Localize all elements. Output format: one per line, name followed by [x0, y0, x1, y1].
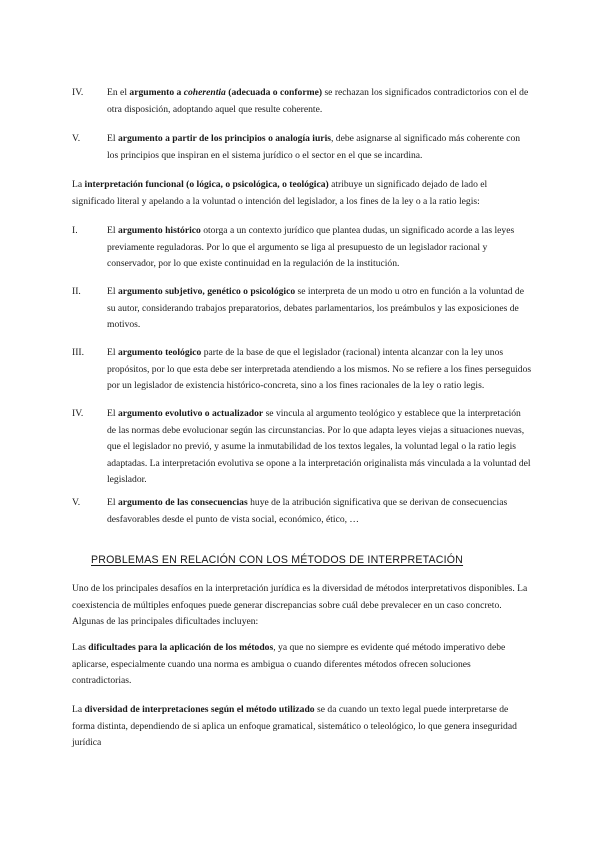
list-item-text: El argumento histórico otorga a un contexto jurídico que plantea dudas, un significado acorde a las leyes previamente reguladoras. Por lo que el argumento se liga al presupuesto de un legislador racional y conservador, por lo que existe continuidad en la regulación de la institución. [107, 225, 515, 269]
list-item [72, 406, 532, 489]
problems-intro-paragraph: Uno de los principales desafíos en la interpretación jurídica es la diversidad de métodos interpretativos disponibles. La coexistencia de múltiples enfoques puede generar discrepancias sobre cuál debe prevalecer en un caso concreto. Algunas de las principales dificultades incluyen: [72, 583, 528, 627]
list-numeral: IV. [72, 87, 84, 98]
list-item-text: El argumento a partir de los principios o analogía iuris, debe asignarse al significado más coherente con los principios que inspiran en el sistema jurídico o el sector en el que se incardina. [107, 133, 521, 161]
list-numeral: I. [72, 225, 78, 236]
list-item [72, 345, 532, 395]
list-item-text: El argumento evolutivo o actualizador se vincula al argumento teológico y establece que la interpretación de las normas debe evolucionar según las circunstancias. Por lo que adapta leyes viejas a situaciones nuevas, que el legislador no previó, y asume la inmutabilidad de los textos legales, la voluntad legal o la ratio legis adaptadas. La interpretación evolutiva se opone a la interpretación originalista más vinculada a la voluntad del legislador. [107, 408, 531, 485]
list-item-text: El argumento subjetivo, genético o psicológico se interpreta de un modo u otro en función a la voluntad de su autor, considerando trabajos preparatorios, debates parlamentarios, los preámbulos y las exposiciones de motivos. [107, 286, 524, 330]
list-item-text: En el argumento a coherentia (adecuada o conforme) se rechazan los significados contradictorios con el de otra disposición, adoptando aquel que resulte coherente. [107, 87, 529, 115]
difficulty-paragraph-methods: Las dificultades para la aplicación de los métodos, ya que no siempre es evidente qué método imperativo debe aplicarse, especialmente cuando una norma es ambigua o cuando diferentes métodos ofrecen soluciones contradictorias. [72, 642, 506, 686]
list-item [72, 131, 532, 164]
list-numeral: V. [72, 133, 81, 144]
list-item [72, 85, 532, 118]
list-numeral: II. [72, 286, 81, 297]
list-numeral: III. [72, 347, 84, 358]
list-item [72, 284, 532, 334]
section-heading: PROBLEMAS EN RELACIÓN CON LOS MÉTODOS DE INTERPRETACIÓN [91, 554, 464, 566]
list-item [72, 223, 532, 273]
list-item-text: El argumento teológico parte de la base de que el legislador (racional) intenta alcanzar con la ley unos propósitos, por lo que esta debe ser interpretada atendiendo a los mismos. No se refiere a los fines perseguidos por un legislador de existencia histórico-concreta, sino a los fines racionales de la ley o ratio legis. [107, 347, 532, 391]
list-item [72, 495, 532, 528]
list-item-text: El argumento de las consecuencias huye de la atribución significativa que se derivan de consecuencias desfavorables desde el punto de vista social, económico, ético, … [107, 497, 508, 525]
list-numeral: V. [72, 497, 81, 508]
list-numeral: IV. [72, 408, 84, 419]
functional-intro-paragraph: La interpretación funcional (o lógica, o psicológica, o teológica) atribuye un significado dejado de lado el significado literal y apelando a la voluntad o intención del legislador, a los fines de la ley o a la ratio legis: [72, 179, 488, 207]
difficulty-paragraph-diversity: La diversidad de interpretaciones según el método utilizado se da cuando un texto legal puede interpretarse de forma distinta, dependiendo de si aplica un enfoque gramatical, sistemático o teleológico, lo que genera inseguridad jurídica [72, 704, 517, 748]
